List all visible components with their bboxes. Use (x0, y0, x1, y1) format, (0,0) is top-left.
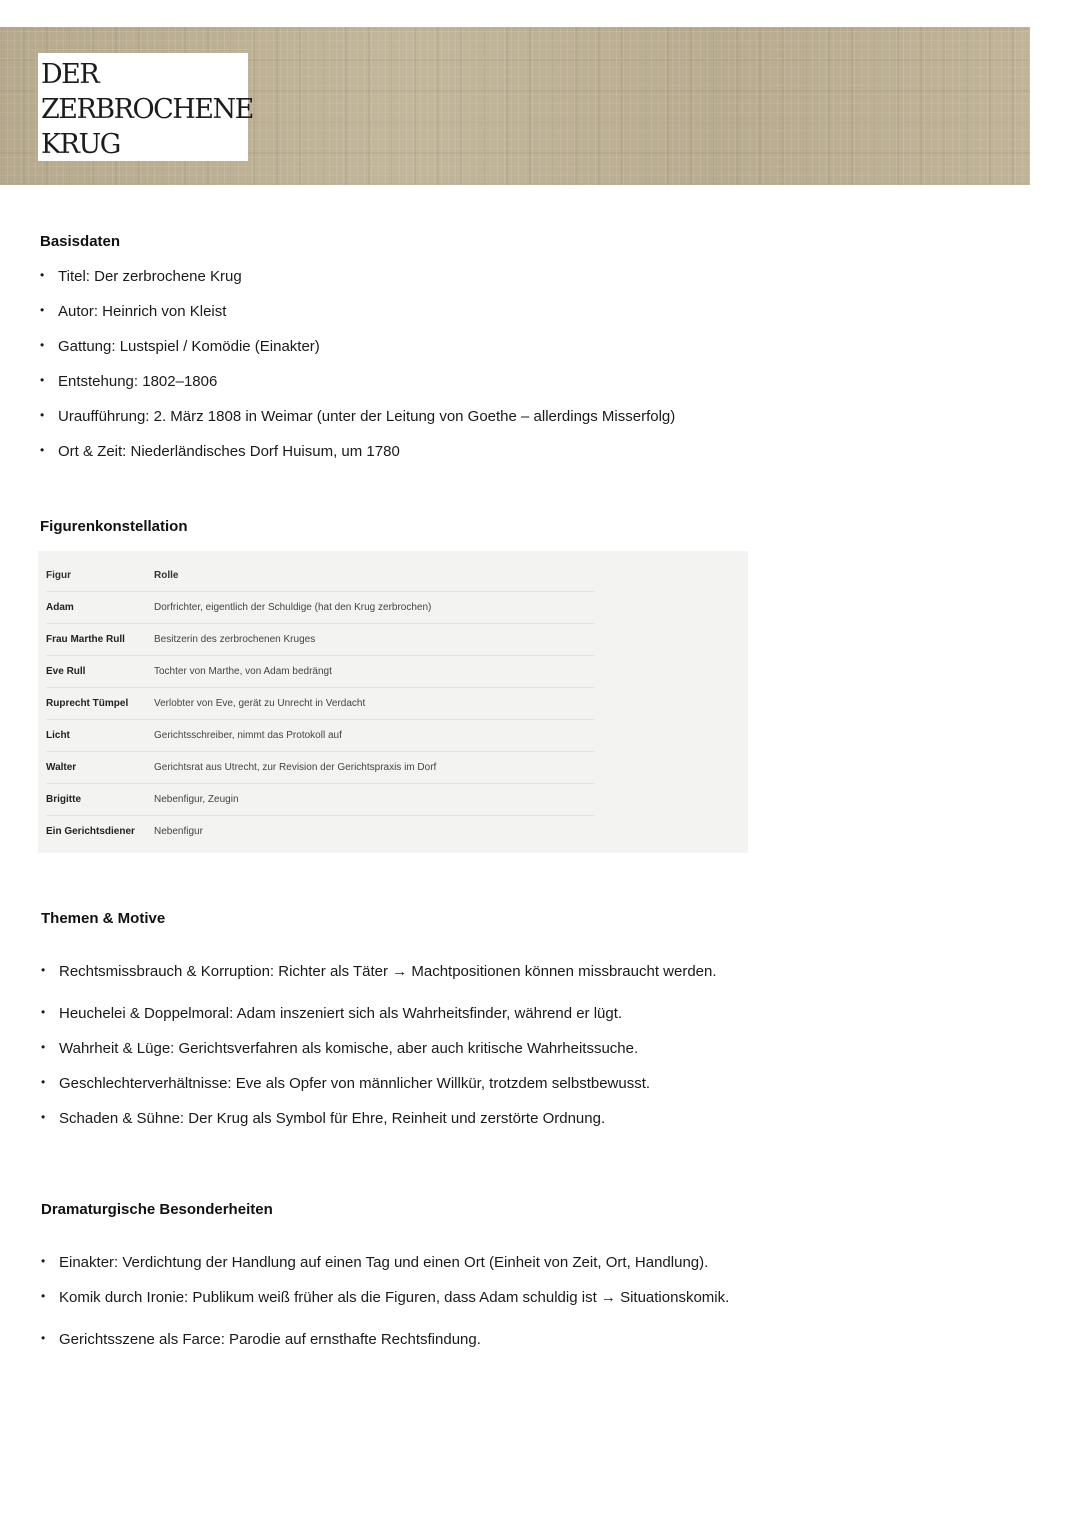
title-line: ZERBROCHENE (41, 94, 253, 125)
list-item: • Einakter: Verdichtung der Handlung auf einen Tag und einen Ort (Einheit von Zeit, Ort, Handlung). (41, 1254, 709, 1271)
list-item: • Titel: Der zerbrochene Krug (40, 268, 242, 285)
table-row (46, 752, 595, 784)
list-item-text: Komik durch Ironie: Publikum weiß früher als die Figuren, dass Adam schuldig ist → Situationskomik. (59, 1289, 730, 1306)
list-item: • Heuchelei & Doppelmoral: Adam inszeniert sich als Wahrheitsfinder, während er lügt. (41, 1005, 623, 1022)
figur-cell: Ein Gerichtsdiener (46, 826, 135, 837)
rolle-cell: Tochter von Marthe, von Adam bedrängt (154, 656, 595, 688)
rolle-cell: Verlobter von Eve, gerät zu Unrecht in Verdacht (154, 688, 595, 720)
list-item-text: Titel: Der zerbrochene Krug (58, 268, 242, 285)
rolle-cell: Besitzerin des zerbrochenen Kruges (154, 624, 595, 656)
list-item-text: Entstehung: 1802–1806 (58, 373, 218, 390)
list-item-text: Rechtsmissbrauch & Korruption: Richter als Täter → Machtpositionen können missbraucht werden. (59, 963, 717, 980)
list-item: • Wahrheit & Lüge: Gerichtsverfahren als komische, aber auch kritische Wahrheitssuche. (41, 1040, 639, 1057)
list-item: • Geschlechterverhältnisse: Eve als Opfer von männlicher Willkür, trotzdem selbstbewusst. (41, 1075, 651, 1092)
rolle-cell: Nebenfigur (154, 826, 203, 837)
table-row (46, 720, 595, 752)
figur-cell: Brigitte (46, 784, 154, 816)
list-item-text: Uraufführung: 2. März 1808 in Weimar (unter der Leitung von Goethe – allerdings Misserfolg) (58, 408, 676, 425)
list-item: • Ort & Zeit: Niederländisches Dorf Huisum, um 1780 (40, 443, 400, 460)
figur-cell: Frau Marthe Rull (46, 624, 154, 656)
figur-cell: Adam (46, 592, 154, 624)
themen-heading: Themen & Motive (41, 910, 166, 927)
rolle-cell: Gerichtsrat aus Utrecht, zur Revision der Gerichtspraxis im Dorf (154, 752, 595, 784)
table-row (46, 688, 595, 720)
figur-cell: Licht (46, 720, 154, 752)
table-header-row (46, 560, 595, 592)
list-item-text: Gerichtsszene als Farce: Parodie auf ernsthafte Rechtsfindung. (59, 1331, 481, 1348)
list-item: • Rechtsmissbrauch & Korruption: Richter als Täter → Machtpositionen können missbraucht werden. (41, 963, 717, 980)
rolle-cell: Gerichtsschreiber, nimmt das Protokoll auf (154, 720, 595, 752)
list-item: • Entstehung: 1802–1806 (40, 373, 218, 390)
figur-cell: Walter (46, 752, 154, 784)
table-row (46, 816, 595, 848)
list-item-text: Schaden & Sühne: Der Krug als Symbol für Ehre, Reinheit und zerstörte Ordnung. (59, 1110, 606, 1127)
list-item-text: Heuchelei & Doppelmoral: Adam inszeniert sich als Wahrheitsfinder, während er lügt. (59, 1005, 623, 1022)
list-item-text: Autor: Heinrich von Kleist (58, 303, 227, 320)
table-row (46, 624, 595, 656)
list-item: • Gattung: Lustspiel / Komödie (Einakter) (40, 338, 320, 355)
list-item: • Schaden & Sühne: Der Krug als Symbol für Ehre, Reinheit und zerstörte Ordnung. (41, 1110, 606, 1127)
list-item-text: Geschlechterverhältnisse: Eve als Opfer von männlicher Willkür, trotzdem selbstbewusst. (59, 1075, 651, 1092)
list-item: • Autor: Heinrich von Kleist (40, 303, 227, 320)
figuren-heading: Figurenkonstellation (40, 518, 188, 535)
basisdaten-heading: Basisdaten (40, 233, 121, 250)
column-header-figur: Figur (46, 560, 154, 592)
title-line: DER (41, 59, 99, 90)
figur-cell: Eve Rull (46, 656, 154, 688)
themen-list (41, 963, 717, 1145)
table-row (46, 592, 595, 624)
rolle-cell: Dorfrichter, eigentlich der Schuldige (hat den Krug zerbrochen) (154, 592, 595, 624)
title-line: KRUG (41, 129, 120, 160)
basisdaten-list (40, 268, 675, 478)
table-row (46, 784, 595, 816)
list-item-text: Einakter: Verdichtung der Handlung auf einen Tag und einen Ort (Einheit von Zeit, Ort, Handlung). (59, 1254, 709, 1271)
dramaturgie-list (41, 1254, 729, 1366)
list-item: • Komik durch Ironie: Publikum weiß früher als die Figuren, dass Adam schuldig ist → Situationskomik. (41, 1289, 730, 1306)
list-item: • Gerichtsszene als Farce: Parodie auf ernsthafte Rechtsfindung. (41, 1331, 481, 1348)
figuren-table (46, 560, 595, 847)
title-box (38, 53, 253, 161)
figuren-table-panel (38, 551, 748, 853)
dramaturgie-heading: Dramaturgische Besonderheiten (41, 1201, 273, 1218)
list-item-text: Wahrheit & Lüge: Gerichtsverfahren als komische, aber auch kritische Wahrheitssuche. (59, 1040, 639, 1057)
list-item: • Uraufführung: 2. März 1808 in Weimar (unter der Leitung von Goethe – allerdings Misserfolg) (40, 408, 676, 425)
list-item-text: Gattung: Lustspiel / Komödie (Einakter) (58, 338, 320, 355)
rolle-cell: Nebenfigur, Zeugin (154, 784, 595, 816)
figur-cell: Ruprecht Tümpel (46, 688, 154, 720)
list-item-text: Ort & Zeit: Niederländisches Dorf Huisum, um 1780 (58, 443, 400, 460)
column-header-rolle: Rolle (154, 560, 595, 592)
table-row (46, 656, 595, 688)
